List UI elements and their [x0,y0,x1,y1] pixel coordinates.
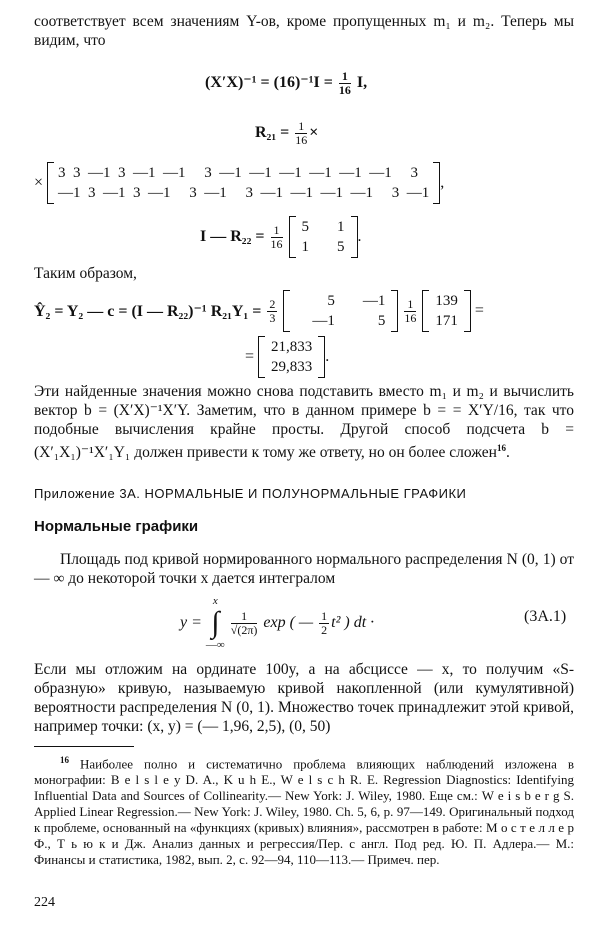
matrix-a-cell: —1 [312,313,335,329]
paragraph-intro [34,12,574,50]
footnote-16 [34,752,574,868]
eq-r22-frac-num: 1 [271,224,283,238]
matrix-a-cell: —1 [362,293,386,309]
integral-inner-den: 2 [321,622,328,637]
paragraph-ordinate-text: Если мы отложим на ординате 100y, а на абсциссе — x, то получим «S-образную» кривую, называемую кривой накопленной (или кумулятивной) вероятности распределения N (0, 1). Множество точек принадлежит этой кривой, например точки: (x, y) = (— 1,96, 2,5), (0, 50) [34,661,574,735]
matrix-a-left-bracket [283,290,290,332]
eq-y2-equals: = [474,302,484,319]
footnote-divider [34,746,134,747]
matrix-r21 [34,162,444,204]
integral-body: exp ( — [263,614,318,631]
matrix-b-right-bracket [464,290,471,332]
integral-symbol: ∫ [211,606,220,639]
eq-result-lead: = [245,348,255,365]
matrix-r22-cell: 1 [301,239,309,255]
equation-result [245,336,329,378]
matrix-c-cell: 21,833 [271,339,313,355]
equation-integral [180,594,374,652]
paragraph-values [34,382,574,462]
matrix-r22-right-bracket [351,216,358,258]
page-number [34,895,55,911]
page-number-text: 224 [34,895,55,910]
integral-lower-limit: —∞ [205,639,225,651]
matrix-r21-left-bracket [47,162,54,204]
eq-y2-frac2-num: 1 [404,298,416,312]
integral-upper-limit: x [212,595,218,607]
eq-r21-frac-num: 1 [295,120,307,134]
section-subheading [34,518,198,535]
matrix-b-left-bracket [422,290,429,332]
matrix-a [290,291,391,331]
eq-r21-lead: × [34,174,44,191]
paragraph-thus [34,264,574,283]
section-subheading-text: Нормальные графики [34,518,199,535]
eq-y2-frac1-num: 2 [269,296,276,311]
eq-inv-tail: I, [356,74,368,92]
equation-r21-lhs [255,120,318,147]
equation-label-text: (3А.1) [524,608,567,625]
matrix-b-cell: 171 [435,313,458,329]
footnote-text: Наиболее полно и систематично проблема влияющих наблюдений изложена в монографии: B e l s l e y D. A., K u h E., W e l s c h R. E. Regression Diagnostics: Identifying Influential Data and Sources of Collinearity.— New York: J. Wiley, 1980. Еще см.: W e i s b e r g S. Applied Linear Regression.— New York: J. Wiley, 1980. Ch. 5, 6, p. 97—149. Оригинальный подход к проблеме, основанный на «функциях (кривых) влияния», рассмотрен в работе: М о с т е л л е р Ф., Т ь ю к и Дж. Анализ данных и регрессия/Пер. с англ. Под ред. Ю. П. Адлера.— М.: Финансы и статистика, 1982, вып. 2, с. 92—94, 110—113.— Примеч. пер. [34,756,574,868]
matrix-c-left-bracket [258,336,265,378]
matrix-a-right-bracket [391,290,398,332]
eq-integral-lhs: y = [180,614,206,631]
matrix-c-cell: 29,833 [271,359,313,375]
eq-inv-lhs: (X′X)⁻¹ = (16)⁻¹I = [205,74,337,92]
eq-y2-lhs: Ŷ₂ = Y₂ — c = (I — R₂₂)⁻¹ R₂₁Y₁ = [34,303,266,320]
matrix-r21-row1: 3 3 —1 3 —1 —1 3 —1 —1 —1 —1 —1 —1 3 [58,165,419,181]
paragraph-ordinate [34,660,574,736]
eq-r21-frac-den: 16 [295,133,308,147]
footnote-ref-16: 16 [496,443,506,453]
matrix-a-cell: 5 [377,313,386,329]
equation-r22 [200,216,362,258]
integral-sign [206,594,225,652]
eq-inv-frac-den: 16 [338,83,351,97]
footnote-number: 16 [60,755,69,765]
paragraph-thus-text: Таким образом, [34,265,137,282]
matrix-r22-cell: 5 [337,239,345,255]
matrix-r22-cell: 5 [301,219,309,235]
paragraph-values-text: Эти найденные значения можно снова подставить вместо m₁ и m₂ и вычислить вектор b = (X′X)⁻¹X′Y. Заметим, что в данном примере b = = X′Y/16, так что подобные вычисления крайне просты. Другой способ подсчета b = (X′₁X₁)⁻¹X′₁Y₁ должен привести к тому же ответу, но он более сложен [34,383,574,462]
eq-inv-frac-num: 1 [339,70,351,84]
matrix-r22-left-bracket [289,216,296,258]
equation-label [524,608,566,626]
paragraph-area [34,550,574,588]
matrix-c [265,337,318,377]
eq-y2-frac1-den: 3 [269,310,276,325]
matrix-r21-row2: —1 3 —1 3 —1 3 —1 3 —1 —1 —1 —1 3 —1 [58,185,430,201]
eq-r22-lhs: I — R₂₂ = [200,228,269,245]
appendix-heading [34,486,466,501]
eq-y2-frac2-den: 16 [404,310,417,325]
eq-r22-end: . [357,228,362,245]
paragraph-intro-text: соответствует всем значениям Y-ов, кроме пропущенных m₁ и m₂. Теперь мы видим, что [34,13,574,49]
eq-result-end: . [325,348,330,365]
integral-frac-den: √(2π) [230,622,258,637]
integral-frac-num: 1 [231,610,258,624]
paragraph-area-text: Площадь под кривой нормированного нормального распределения N (0, 1) от — ∞ до некоторой точки x дается интегралом [34,551,574,587]
eq-r21-lhs: R₂₁ = [255,124,294,142]
eq-r22-frac-den: 16 [270,236,283,251]
matrix-a-cell: 5 [327,293,335,309]
eq-r21-end: , [440,174,445,191]
matrix-r22-cell: 1 [337,219,345,235]
matrix-r21-body [58,163,429,203]
matrix-r22 [296,217,351,257]
equation-inverse [205,70,367,97]
eq-r21-times: × [309,124,319,142]
integral-tail: t² ) dt · [331,614,375,631]
equation-y2 [34,290,484,332]
appendix-heading-text: Приложение 3А. НОРМАЛЬНЫЕ И ПОЛУНОРМАЛЬНЫЕ ГРАФИКИ [34,486,467,501]
matrix-b-cell: 139 [435,293,458,309]
paragraph-values-end: . [505,444,510,462]
integral-inner-num: 1 [321,608,328,623]
matrix-b [429,291,464,331]
